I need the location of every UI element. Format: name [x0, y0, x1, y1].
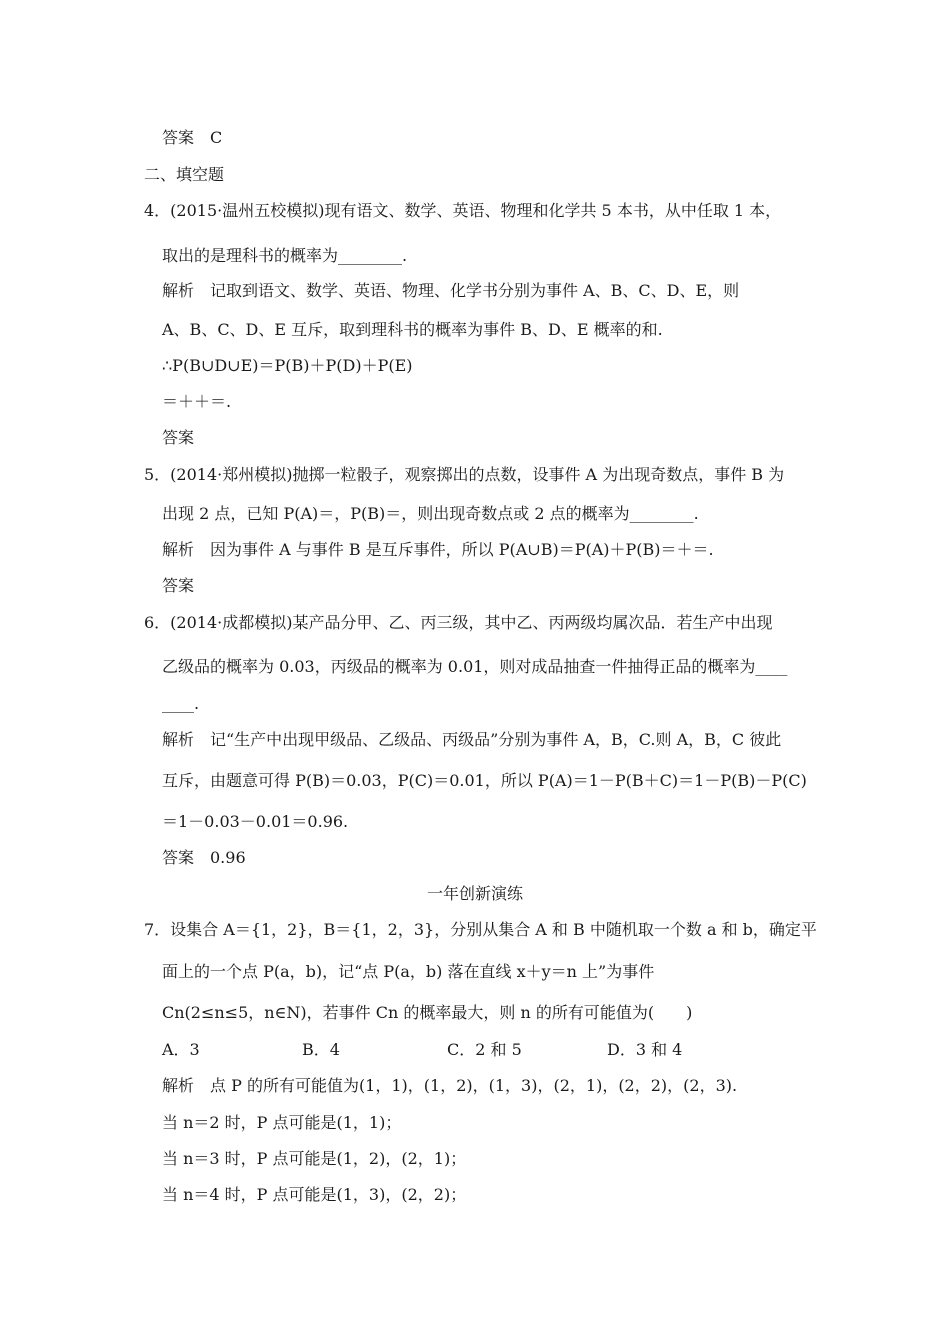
option-c: C．2 和 5	[447, 1040, 522, 1059]
question-5-line-1: 5．(2014·郑州模拟)抛掷一粒骰子，观察掷出的点数，设事件 A 为出现奇数点，事件 B 为	[144, 465, 785, 484]
question-4-line-2: 取出的是理科书的概率为________.	[162, 246, 408, 265]
analysis-4-line-3: ∴P(B∪D∪E)＝P(B)＋P(D)＋P(E)	[162, 356, 413, 375]
option-b: B．4	[302, 1040, 340, 1059]
question-7-line-2: 面上的一个点 P(a，b)，记“点 P(a，b) 落在直线 x＋y＝n 上”为事件	[162, 962, 655, 981]
analysis-6-line-1: 解析 记“生产中出现甲级品、乙级品、丙级品”分别为事件 A，B，C.则 A，B，C 彼此	[162, 730, 782, 749]
question-6-line-2: 乙级品的概率为 0.03，丙级品的概率为 0.01，则对成品抽查一件抽得正品的概率为____	[162, 657, 788, 676]
analysis-7-line-2: 当 n＝2 时，P 点可能是(1，1)；	[162, 1113, 402, 1132]
analysis-7-line-1: 解析 点 P 的所有可能值为(1，1)，(1，2)，(1，3)，(2，1)，(2，2)，(2，3).	[162, 1076, 738, 1095]
section-title: 一年创新演练	[426, 884, 523, 903]
analysis-7-line-4: 当 n＝4 时，P 点可能是(1，3)，(2，2)；	[162, 1185, 467, 1204]
question-7-line-3: Cn(2≤n≤5，n∈N)，若事件 Cn 的概率最大，则 n 的所有可能值为( )	[162, 1003, 693, 1022]
analysis-4-line-1: 解析 记取到语文、数学、英语、物理、化学书分别为事件 A、B、C、D、E，则	[162, 281, 740, 300]
answer-6: 答案 0.96	[162, 848, 246, 867]
analysis-6-line-2: 互斥，由题意可得 P(B)＝0.03，P(C)＝0.01，所以 P(A)＝1－P(B＋C)＝1－P(B)－P(C)	[162, 771, 807, 790]
question-6-line-3: ____.	[162, 694, 200, 713]
answer-line: 答案 C	[162, 128, 223, 147]
answer-4: 答案	[162, 428, 195, 447]
question-5-line-2: 出现 2 点，已知 P(A)＝，P(B)＝，则出现奇数点或 2 点的概率为________.	[162, 504, 699, 523]
analysis-7-line-3: 当 n＝3 时，P 点可能是(1，2)，(2，1)；	[162, 1149, 467, 1168]
analysis-6-line-3: ＝1－0.03－0.01＝0.96.	[162, 812, 349, 831]
question-4-line-1: 4．(2015·温州五校模拟)现有语文、数学、英语、物理和化学共 5 本书，从中任取 1 本，	[144, 201, 782, 220]
answer-5: 答案	[162, 576, 195, 595]
question-7-line-1: 7．设集合 A＝{1，2}，B＝{1，2，3}，分别从集合 A 和 B 中随机取一个数 a 和 b，确定平	[144, 920, 817, 939]
analysis-5-line-1: 解析 因为事件 A 与事件 B 是互斥事件，所以 P(A∪B)＝P(A)＋P(B)＝＋＝.	[162, 540, 714, 559]
option-a: A．3	[162, 1040, 200, 1059]
analysis-4-line-4: ＝＋＋＝.	[162, 392, 232, 411]
analysis-4-line-2: A、B、C、D、E 互斥，取到理科书的概率为事件 B、D、E 概率的和.	[162, 320, 663, 339]
question-6-line-1: 6．(2014·成都模拟)某产品分甲、乙、丙三级，其中乙、丙两级均属次品．若生产中出现	[144, 613, 773, 632]
section-heading: 二、填空题	[144, 165, 225, 184]
option-d: D．3 和 4	[607, 1040, 683, 1059]
